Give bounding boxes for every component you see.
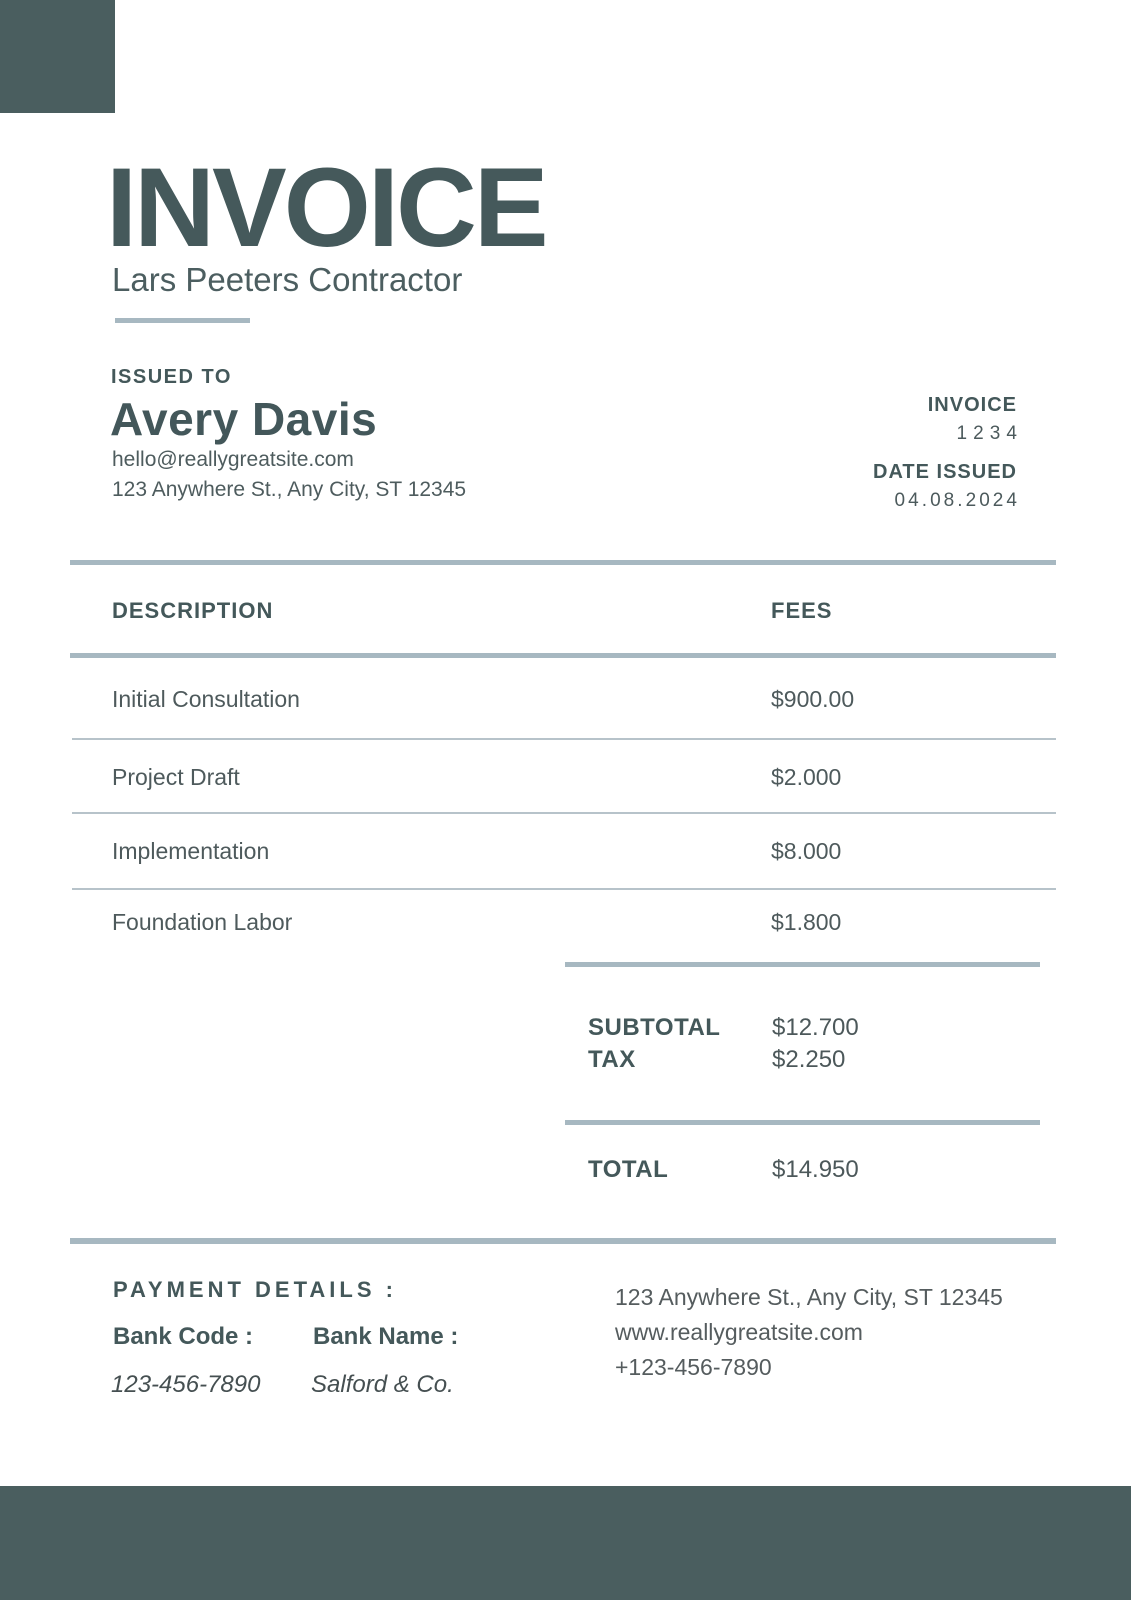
subtotal-value: $12.700 xyxy=(772,1014,859,1041)
footer-rule xyxy=(70,1238,1056,1244)
totals-bottom-rule xyxy=(565,1120,1040,1125)
row-divider xyxy=(72,738,1056,740)
date-issued-label: DATE ISSUED xyxy=(873,461,1017,483)
client-email: hello@reallygreatsite.com xyxy=(112,448,354,471)
table-top-rule xyxy=(70,560,1056,565)
fees-column-header: FEES xyxy=(771,598,833,623)
business-name: Lars Peeters Contractor xyxy=(112,261,463,298)
bank-name-value: Salford & Co. xyxy=(311,1371,454,1398)
table-row-description: Project Draft xyxy=(112,764,240,790)
date-issued-value: 04.08.2024 xyxy=(894,490,1021,511)
invoice-number-label: INVOICE xyxy=(927,394,1017,416)
table-row-description: Initial Consultation xyxy=(112,686,300,712)
client-name: Avery Davis xyxy=(110,393,378,445)
corner-accent-square xyxy=(0,0,115,113)
description-column-header: DESCRIPTION xyxy=(112,598,274,623)
contact-block xyxy=(615,1280,1003,1385)
bank-name-label: Bank Name : xyxy=(313,1323,459,1350)
bank-code-label: Bank Code : xyxy=(113,1323,254,1350)
table-row-description: Foundation Labor xyxy=(112,909,293,935)
issued-to-label: ISSUED TO xyxy=(111,366,232,388)
contact-address: 123 Anywhere St., Any City, ST 12345 xyxy=(615,1284,1003,1310)
table-row-fee: $1.800 xyxy=(771,909,842,935)
invoice-meta xyxy=(873,394,1024,512)
subtotal-label: SUBTOTAL xyxy=(588,1014,721,1041)
bank-code-value: 123-456-7890 xyxy=(111,1371,261,1398)
total-label: TOTAL xyxy=(588,1156,669,1183)
total-value: $14.950 xyxy=(772,1156,859,1183)
invoice-number-value: 1234 xyxy=(956,423,1024,444)
table-row-fee: $8.000 xyxy=(771,838,842,864)
row-divider xyxy=(72,888,1056,890)
title-underline xyxy=(115,318,250,323)
table-row-description: Implementation xyxy=(112,838,270,864)
table-header-rule xyxy=(70,653,1056,658)
totals-top-rule xyxy=(565,962,1040,967)
tax-label: TAX xyxy=(588,1046,636,1073)
table-row-fee: $2.000 xyxy=(771,764,842,790)
contact-phone: +123-456-7890 xyxy=(615,1354,772,1380)
tax-value: $2.250 xyxy=(772,1046,846,1073)
row-divider xyxy=(72,812,1056,814)
footer-accent-bar xyxy=(0,1486,1131,1600)
payment-details-heading: PAYMENT DETAILS : xyxy=(113,1277,397,1302)
invoice-title: INVOICE xyxy=(106,145,546,270)
client-address: 123 Anywhere St., Any City, ST 12345 xyxy=(112,478,467,501)
contact-website: www.reallygreatsite.com xyxy=(615,1319,863,1345)
table-row-fee: $900.00 xyxy=(771,686,855,712)
